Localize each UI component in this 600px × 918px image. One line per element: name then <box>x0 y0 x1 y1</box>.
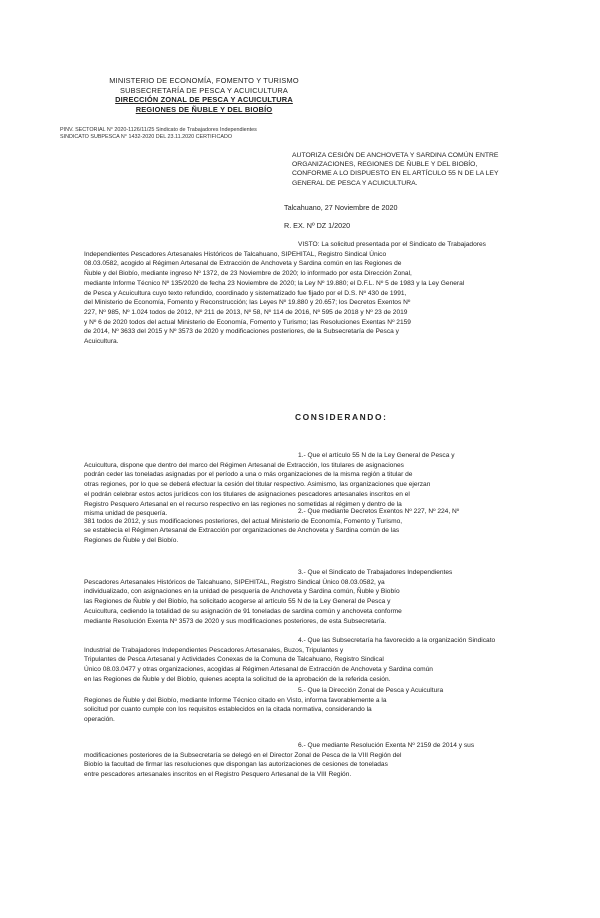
visto-line: 08.03.0582, acogido al Régimen Artesanal de Extracción de Anchoveta y Sardina común en las Regiones de <box>84 260 402 268</box>
considerando-line: 1.- Que el artículo 55 N de la Ley General de Pesca y <box>298 452 455 459</box>
considerando-line: 3.- Que el Sindicato de Trabajadores Independientes <box>298 569 453 576</box>
considerando-line: mediante Resolución Exenta Nº 3573 de 2020 y sus modificaciones posteriores, de esta Subsecretaría. <box>84 617 387 625</box>
visto-line: Ñuble y del Biobío, mediante ingreso Nº 1372, de 23 Noviembre de 2020; lo informado por esta Dirección Zonal, <box>84 270 412 278</box>
considerando-line: 4.- Que las Subsecretaría ha favorecido a la organización Sindicato <box>298 637 496 644</box>
visto-line: de 2014, Nº 3633 del 2015 y Nº 3573 de 2020 y modificaciones posteriores, de la Subsecretaría de Pesca y <box>84 328 399 336</box>
considerando-line: Pescadores Artesanales Históricos de Talcahuano, SIPEHITAL, Registro Sindical Único 08.03.0582, ya <box>84 578 385 586</box>
considerando-line: 5.- Que la Dirección Zonal de Pesca y Acuicultura <box>298 687 444 694</box>
reference-block <box>60 127 320 141</box>
considerando-line: las Regiones de Ñuble y del Biobío, ha solicitado acogerse al artículo 55 N de la Ley General de Pesca y <box>84 598 391 606</box>
directorate-name: DIRECCIÓN ZONAL DE PESCA Y ACUICULTURA <box>115 95 293 105</box>
visto-line: VISTO: La solicitud presentada por el Sindicato de Trabajadores <box>298 241 486 248</box>
undersecretariat-name: SUBSECRETARÍA DE PESCA Y ACUICULTURA <box>119 85 289 95</box>
considerando-line: solicitud por cuanto cumple con los requisitos establecidos en la citada normativa, considerando la <box>84 706 372 714</box>
visto-line: Independientes Pescadores Artesanales Históricos de Talcahuano, SIPEHITAL, Registro Sindical Único <box>84 250 387 258</box>
considerando-line: misma unidad de pesquería. <box>84 510 168 518</box>
considerando-line: Regiones de Ñuble y del Biobío, mediante Informe Técnico citado en Visto, informa favorablemente a la <box>84 696 387 704</box>
visto-line: mediante Informe Técnico Nº 135/2020 de fecha 23 Noviembre de 2020; la Ley Nº 19.880; el D.F.L. Nº 5 de 1983 y la Ley General <box>84 279 465 287</box>
title-line: ORGANIZACIONES, REGIONES DE ÑUBLE Y DEL BIOBÍO, <box>292 161 478 169</box>
considerando-line: Biobío la facultad de firmar las resoluciones que dispongan las autorizaciones de cesiones de toneladas <box>84 761 388 769</box>
regions-name: REGIONES DE ÑUBLE Y DEL BIOBÍO <box>135 104 273 114</box>
visto-line: y Nº 6 de 2020 todos del actual Ministerio de Economía, Fomento y Turismo; las Resoluciones Exentas Nº 2159 <box>84 318 411 326</box>
visto-line: de Pesca y Acuicultura cuyo texto refundido, coordinado y sistematizado fue fijado por el D.S. Nº 430 de 1991, <box>84 289 407 297</box>
considerando-paragraph <box>84 507 520 546</box>
resolution-title <box>292 151 532 188</box>
visto-line: Acuicultura. <box>84 338 119 346</box>
considerando-line: en las Regiones de Ñuble y del Biobío, quienes acepta la solicitud de la aprobación de la referida cesión. <box>84 675 391 683</box>
considerando-line: entre pescadores artesanales inscritos en el Registro Pesquero Artesanal de la VIII Región. <box>84 771 352 779</box>
considerando-line: otras regiones, por lo que se deberá efectuar la cesión del titular respectivo. Asimismo, las organizaciones que ejerzan <box>84 481 431 489</box>
title-line: CONFORME A LO DISPUESTO EN EL ARTÍCULO 55 N DE LA LEY <box>292 170 499 178</box>
considerando-line: podrán ceder las toneladas asignadas por el período a una o más organizaciones de la misma región a titular de <box>84 471 413 479</box>
considerando-line: operación. <box>84 716 115 724</box>
resolution-number: R. EX. Nº DZ 1/2020 <box>284 221 351 230</box>
considerando-line: Acuicultura, cediendo la totalidad de su asignación de 91 toneladas de sardina común y anchoveta conforme <box>84 607 402 615</box>
considerando-paragraph <box>84 686 520 725</box>
considerando-line: individualizado, con asignaciones en la unidad de pesquería de Anchoveta y Sardina común, Ñuble y Biobío <box>84 588 400 596</box>
considerando-heading: CONSIDERANDO: <box>295 412 388 422</box>
considerando-line: Tripulantes de Pesca Artesanal y Actividades Conexas de la Comuna de Talcahuano, Registro Sindical <box>84 656 384 664</box>
considerando-line: 381 todos de 2012, y sus modificaciones posteriores, del actual Ministerio de Economía, Fomento y Turismo, <box>84 517 403 525</box>
considerando-line: el podrán celebrar estos actos jurídicos con los titulares de asignaciones pescadores artesanales inscritos en el <box>84 490 410 498</box>
document-date: Talcahuano, 27 Noviembre de 2020 <box>284 203 398 212</box>
visto-line: del Ministerio de Economía, Fomento y Reconstrucción; las Leyes Nº 19.880 y 20.657; los Decretos Exentos Nº <box>84 299 411 307</box>
considerando-line: modificaciones posteriores de la Subsecretaría se delegó en el Director Zonal de Pesca de la VIII Región del <box>84 751 402 759</box>
considerando-line: Industrial de Trabajadores Independientes Pescadores Artesanales, Buzos, Tripulantes y <box>84 646 344 654</box>
considerando-line: Acuicultura, dispone que dentro del marco del Régimen Artesanal de Extracción, los titulares de asignaciones <box>84 461 404 469</box>
visto-paragraph <box>84 240 520 347</box>
considerando-line: 6.- Que mediante Resolución Exenta Nº 2159 de 2014 y sus <box>298 742 475 749</box>
considerando-paragraph <box>84 568 520 626</box>
visto-line: 227, Nº 985, Nº 1.024 todos de 2012, Nº 211 de 2013, Nº 58, Nº 114 de 2016, Nº 595 de 2018 y Nº 23 de 2019 <box>84 308 408 316</box>
considerando-line: 2.- Que mediante Decretos Exentos Nº 227, Nº 224, Nº <box>298 508 460 515</box>
institution-header <box>84 76 324 114</box>
title-line: AUTORIZA CESIÓN DE ANCHOVETA Y SARDINA COMÚN ENTRE <box>292 152 499 159</box>
considerando-line: se establecía el Régimen Artesanal de Extracción por organizaciones de Anchoveta y Sardina común de las <box>84 527 400 535</box>
considerando-line: Único 08.03.0477 y otras organizaciones, acogidas al Régimen Artesanal de Extracción de Anchoveta y Sardina común <box>84 666 433 674</box>
ministry-name: MINISTERIO DE ECONOMÍA, FOMENTO Y TURISMO <box>109 76 299 85</box>
reference-line: SINDICATO SUBPESCA N° 1432-2020 DEL 23.11.2020 CERTIFICADO <box>60 134 233 140</box>
reference-line: PINV. SECTORIAL N° 2020-1126/11/25 Sindicato de Trabajadores Independientes <box>60 127 257 133</box>
considerando-paragraph <box>84 636 520 685</box>
considerando-line: Registro Pesquero Artesanal en el recurso respectivo en las regiones no sometidas al régimen y dentro de la <box>84 500 402 508</box>
title-line: GENERAL DE PESCA Y ACUICULTURA. <box>292 179 418 187</box>
considerando-paragraph <box>84 741 520 780</box>
considerando-line: Regiones de Ñuble y del Biobío. <box>84 537 179 545</box>
